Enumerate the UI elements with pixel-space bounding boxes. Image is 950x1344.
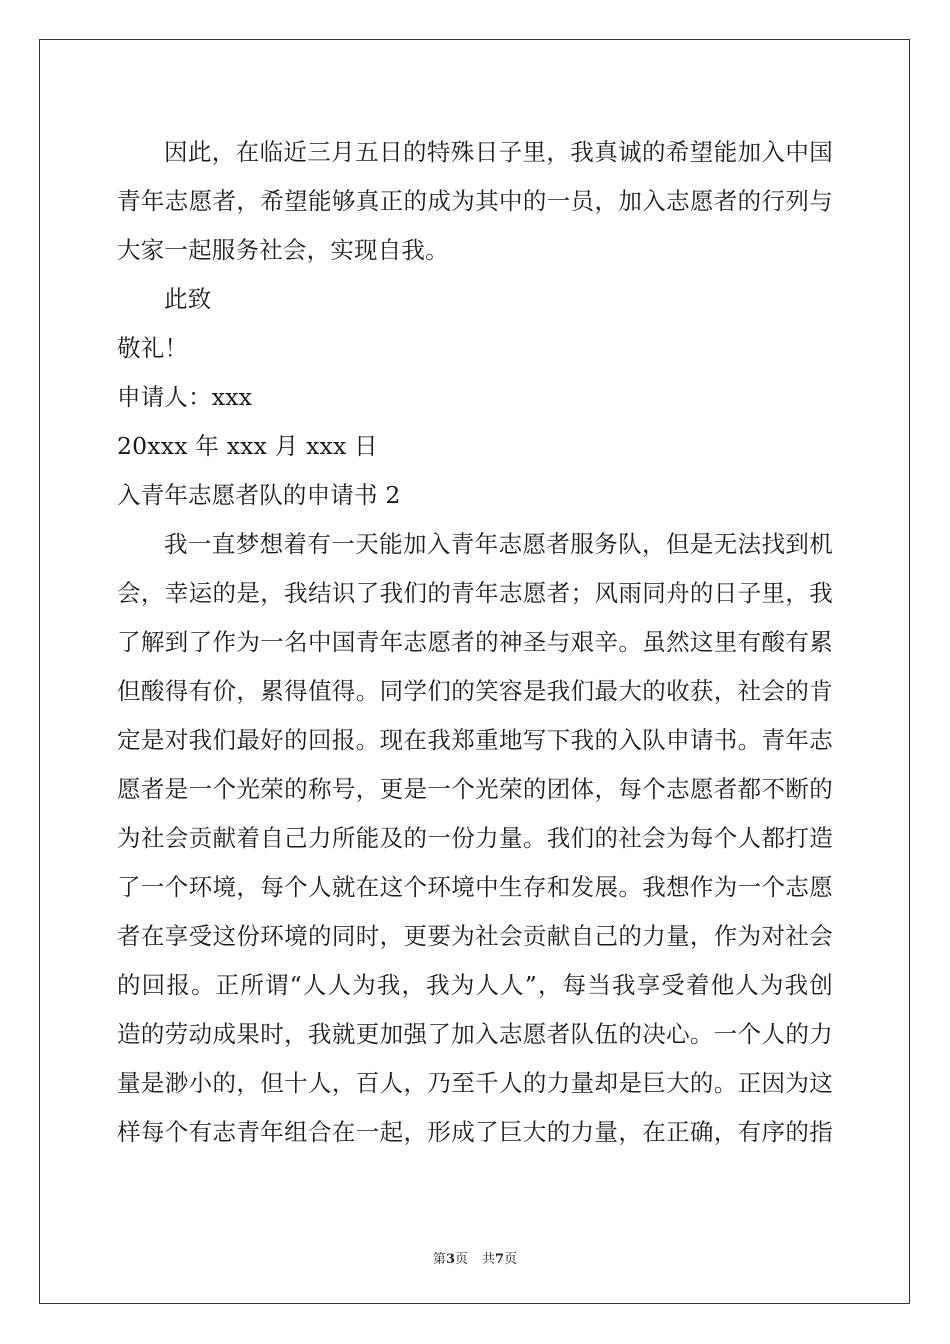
paragraph2-line: 者在享受这份环境的同时，更要为社会贡献自己的力量，作为对社会 [117,922,833,950]
page-prefix: 第 [432,1252,446,1267]
paragraph2-line: 样每个有志青年组合在一起，形成了巨大的力量，在正确，有序的指 [117,1118,833,1146]
page-suffix: 页 [454,1252,468,1267]
total-pages: 7 [495,1252,505,1267]
total-prefix: 共 [482,1252,496,1267]
paragraph1-line: 因此，在临近三月五日的特殊日子里，我真诚的希望能加入中国 [164,138,833,166]
section-title: 入青年志愿者队的申请书 2 [117,481,401,509]
paragraph2-line: 愿者是一个光荣的称号，更是一个光荣的团体，每个志愿者都不断的 [117,775,833,803]
paragraph2-line: 我一直梦想着有一天能加入青年志愿者服务队，但是无法找到机 [164,530,833,558]
paragraph2-line: 为社会贡献着自己力所能及的一份力量。我们的社会为每个人都打造 [117,824,833,852]
page-footer [0,1248,950,1267]
paragraph2-line: 量是渺小的，但十人，百人，乃至千人的力量却是巨大的。正因为这 [117,1069,833,1097]
paragraph1-line: 青年志愿者，希望能够真正的成为其中的一员，加入志愿者的行列与 [117,187,833,215]
closing-regards: 敬礼！ [117,334,189,362]
page-number: 3 [445,1252,455,1267]
document-body [117,128,833,1157]
applicant-signature: 申请人：xxx [117,383,253,411]
total-suffix: 页 [504,1252,518,1267]
paragraph2-line: 造的劳动成果时，我就更加强了加入志愿者队伍的决心。一个人的力 [117,1020,833,1048]
paragraph2-line: 了解到了作为一名中国青年志愿者的神圣与艰辛。虽然这里有酸有累 [117,628,833,656]
paragraph2-line: 会，幸运的是，我结识了我们的青年志愿者；风雨同舟的日子里，我 [117,579,833,607]
paragraph2-line: 的回报。正所谓“人人为我，我为人人”，每当我享受着他人为我创 [117,971,833,999]
closing-salutation: 此致 [164,285,212,313]
paragraph1-line: 大家一起服务社会，实现自我。 [117,236,449,264]
paragraph2-line: 了一个环境，每个人就在这个环境中生存和发展。我想作为一个志愿 [117,873,833,901]
application-date: 20xxx 年 xxx 月 xxx 日 [117,432,378,460]
paragraph2-line: 但酸得有价，累得值得。同学们的笑容是我们最大的收获，社会的肯 [117,677,833,705]
paragraph2-line: 定是对我们最好的回报。现在我郑重地写下我的入队申请书。青年志 [117,726,833,754]
